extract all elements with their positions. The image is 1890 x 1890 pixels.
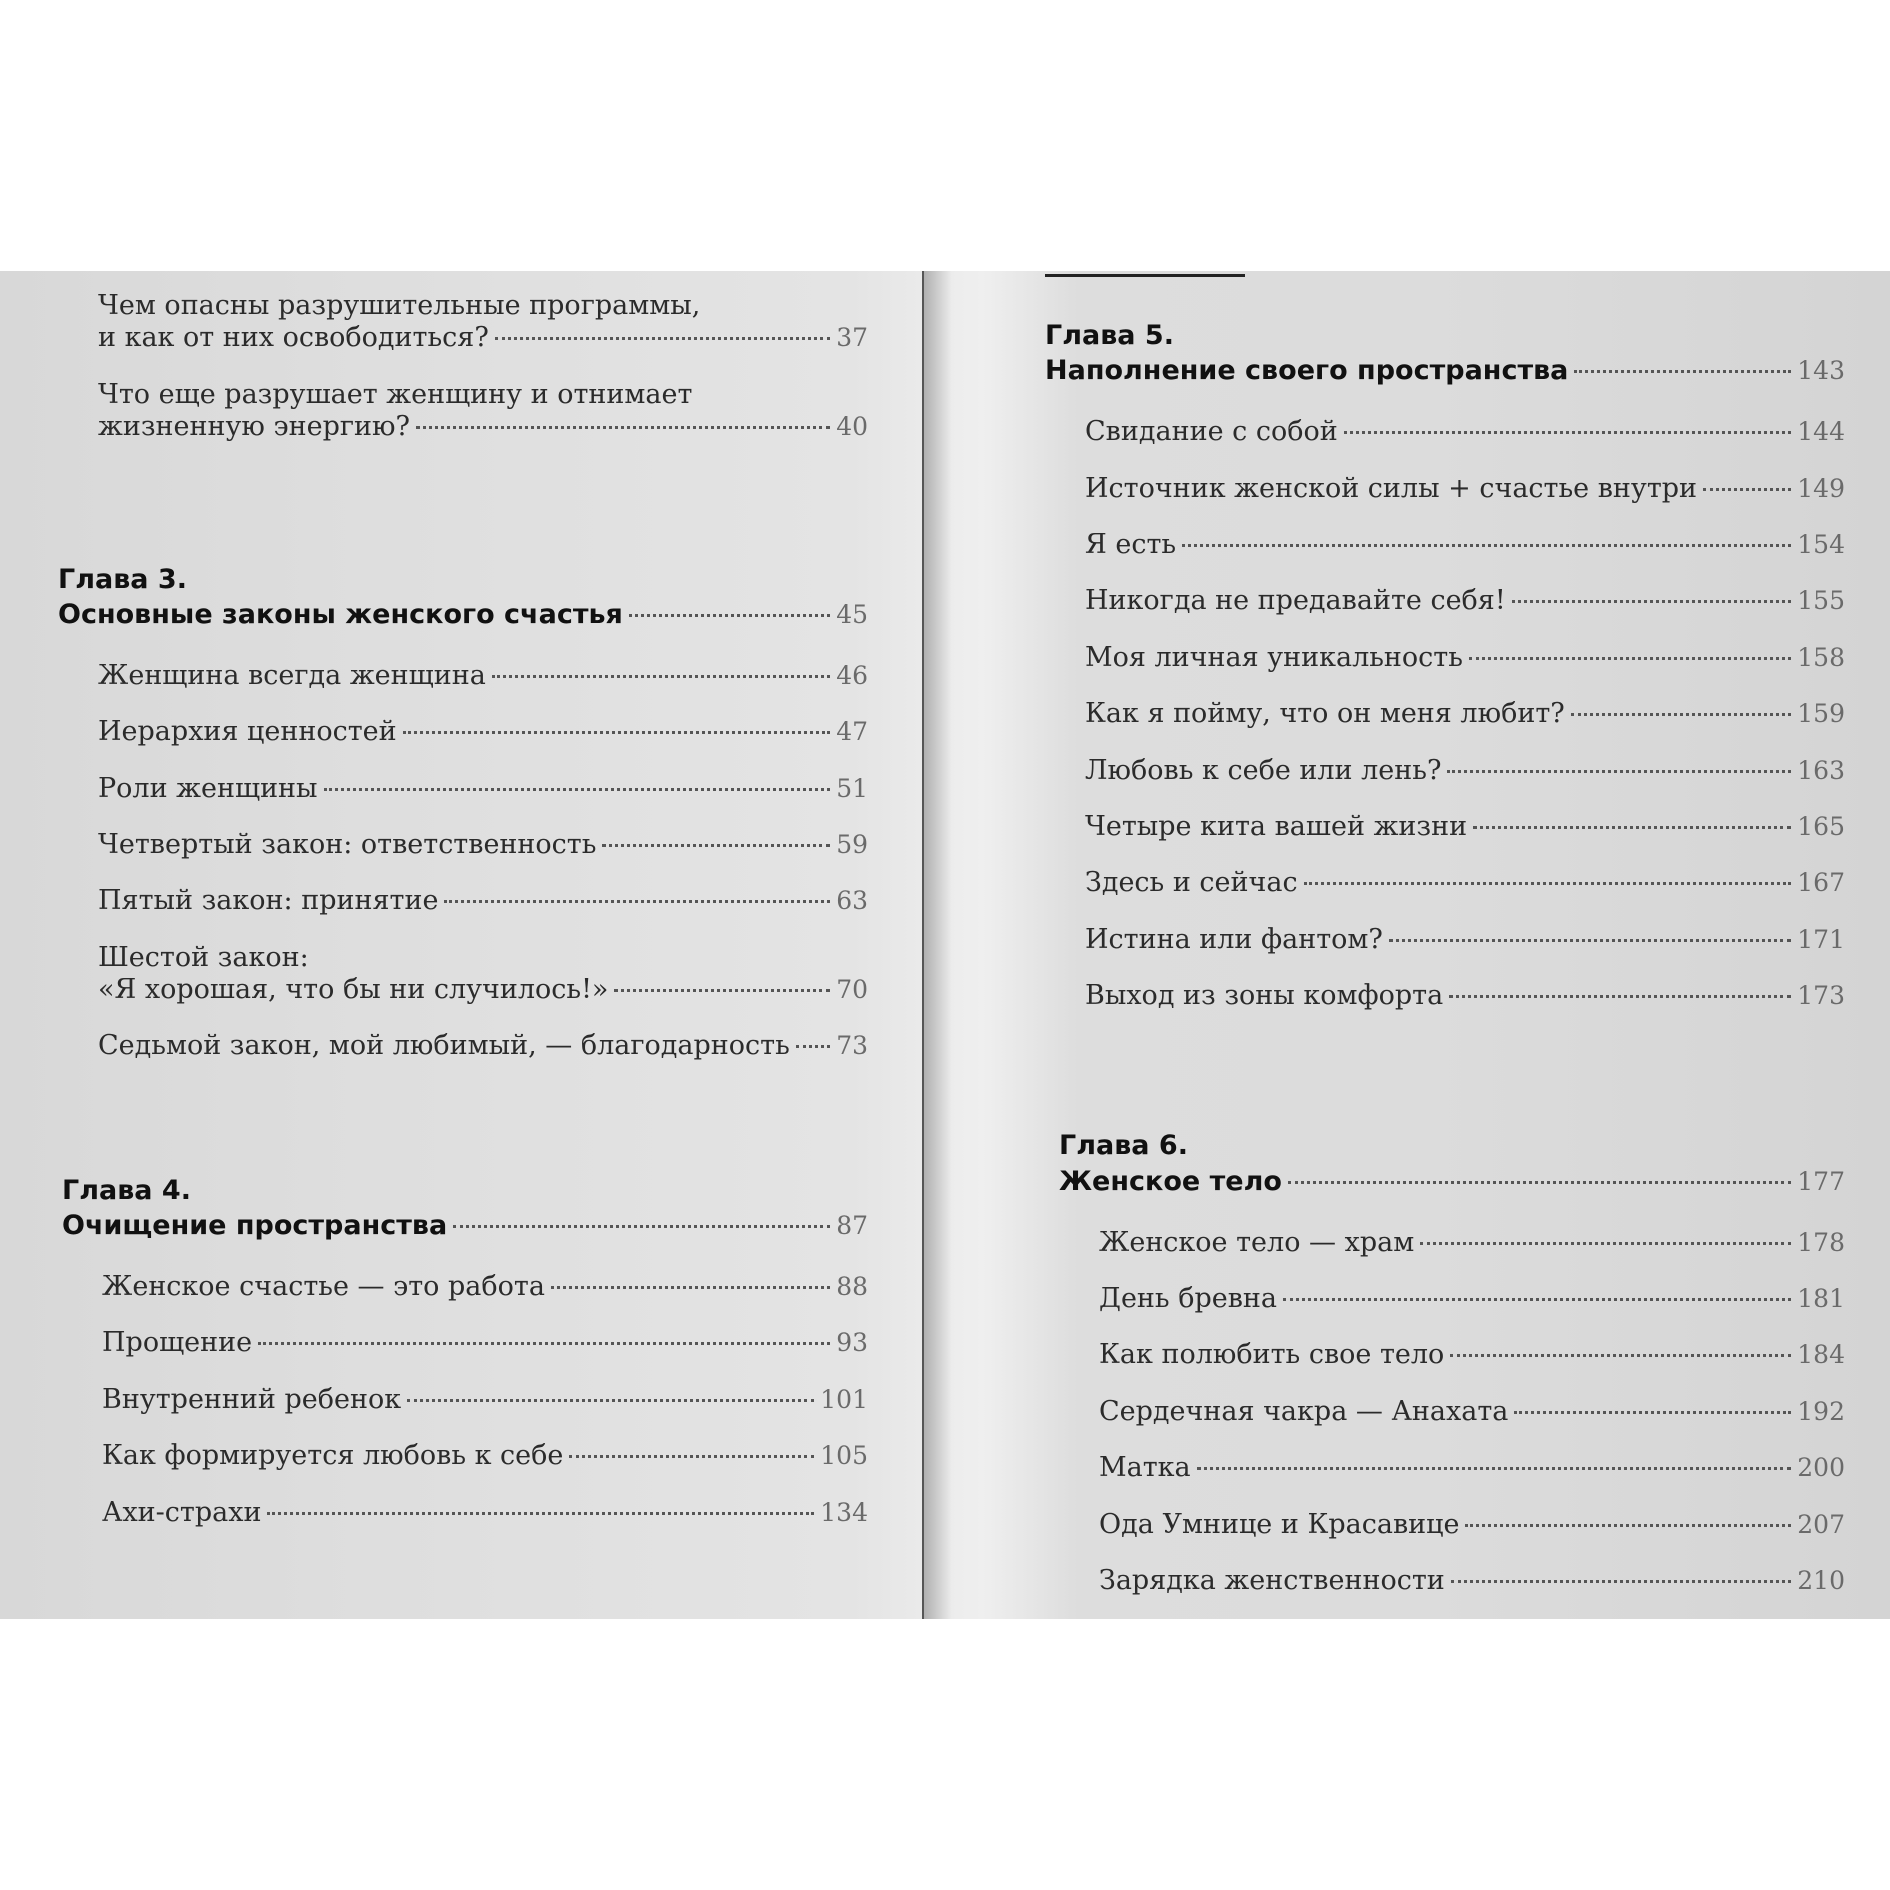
gutter-shadow [924,271,952,1619]
toc-entry [1085,529,1845,561]
toc-entry-title: Выход из зоны комфорта [1085,980,1444,1012]
leader-dots [1703,488,1791,491]
chapter-title: Очищение пространства [62,1209,448,1241]
leader-dots [267,1512,814,1515]
leader-dots [1574,370,1791,373]
page-number: 88 [836,1272,868,1302]
page-number: 165 [1797,811,1845,841]
toc-entry [1085,416,1845,448]
page-number: 40 [836,412,868,442]
page-number: 46 [836,660,868,690]
toc-entry [1085,867,1845,899]
page-number: 144 [1797,417,1845,447]
chapter-label: Глава 6. [1059,1130,1188,1162]
toc-entry [102,1497,868,1529]
toc-entry-title: Иерархия ценностей [98,716,397,748]
toc-entry-title-line1: Что еще разрушает женщину и отнимает [98,378,693,410]
chapter-title: Женское тело [1059,1165,1282,1197]
toc-entry-title-line2: и как от них освободиться? [98,322,489,354]
left-page [58,290,868,1529]
leader-dots [1465,1524,1791,1527]
page-number: 167 [1797,868,1845,898]
toc-entry-title: Женщина всегда женщина [98,659,486,691]
toc-entry-title: Моя личная уникальность [1085,641,1463,673]
page-number: 178 [1797,1227,1845,1257]
toc-entry [98,1030,868,1062]
leader-dots [1389,939,1791,942]
toc-entry [98,716,868,748]
page-number: 87 [836,1210,868,1240]
toc-entry [1099,1565,1845,1597]
leader-dots [602,844,830,847]
toc-entry-title: Прощение [102,1327,253,1359]
toc-entry [102,1271,868,1303]
toc-entry [98,660,868,692]
toc-entry-title-line1: Чем опасны разрушительные программы, [98,290,701,321]
leader-dots [407,1399,814,1402]
leader-dots [416,426,830,429]
chapter-3 [58,562,868,1063]
toc-entry [98,773,868,805]
page-number: 105 [820,1441,868,1471]
toc-entry [58,379,868,444]
toc-entry [102,1440,868,1472]
chapter-label: Глава 3. [58,563,187,595]
leader-dots [1512,600,1792,603]
leader-dots [1450,1354,1791,1357]
page-number: 181 [1797,1284,1845,1314]
toc-entry [1099,1339,1845,1371]
toc-entry [58,290,868,355]
page-number: 134 [820,1497,868,1527]
toc-entry-title: Внутренний ребенок [102,1383,402,1415]
chapter-4 [62,1173,868,1529]
toc-entry-title: Женское тело — храм [1099,1226,1415,1258]
page-number: 101 [820,1384,868,1414]
page-number: 207 [1797,1509,1845,1539]
toc-entry-title-line2: «Я хорошая, что бы ни случилось!» [98,974,609,1006]
toc-entry [1099,1452,1845,1484]
toc-entry-title-line1: Шестой закон: [98,941,309,973]
toc-entry-title: Как я пойму, что он меня любит? [1085,698,1565,730]
toc-entry-title: Любовь к себе или лень? [1085,754,1442,786]
leader-dots [453,1225,830,1228]
toc-entry-title-line2: жизненную энергию? [98,411,411,443]
page-number: 70 [836,975,868,1005]
toc-entry [1085,642,1845,674]
leader-dots [614,989,830,992]
page-number: 51 [836,773,868,803]
toc-entry [1085,924,1845,956]
leader-dots [1344,431,1792,434]
leader-dots [1420,1242,1791,1245]
leader-dots [1283,1298,1791,1301]
page-number: 73 [836,1031,868,1061]
toc-entry [1085,473,1845,505]
toc-entry-title: Роли женщины [98,772,318,804]
toc-entry-title: Я есть [1085,528,1177,560]
top-rule [1045,274,1245,277]
chapter-label: Глава 5. [1045,320,1174,351]
toc-entry-title: Ахи-страхи [102,1496,262,1528]
page-number: 159 [1797,699,1845,729]
leader-dots [1449,995,1791,998]
leader-dots [796,1045,830,1048]
page-number: 143 [1797,356,1845,386]
toc-entry [98,885,868,917]
chapter-label: Глава 4. [62,1174,191,1206]
toc-entry-title: Матка [1099,1452,1191,1484]
toc-entry-title: Свидание с собой [1085,416,1338,448]
leader-dots [1451,1580,1792,1583]
page-number: 45 [836,599,868,629]
toc-entry [102,1327,868,1359]
toc-entry-title: Пятый закон: принятие [98,885,439,917]
toc-entry [1085,755,1845,787]
page-number: 163 [1797,755,1845,785]
leader-dots [1304,882,1792,885]
toc-entry-title: День бревна [1099,1283,1278,1315]
right-page [1045,318,1845,1597]
toc-entry-title: Четыре кита вашей жизни [1085,810,1468,842]
toc-entry [1085,811,1845,843]
page-number: 177 [1797,1166,1845,1196]
toc-entry [1085,698,1845,730]
toc-entry [1099,1509,1845,1541]
page-number: 210 [1797,1566,1845,1596]
chapter-5 [1045,318,1845,1012]
toc-entry-title: Как формируется любовь к себе [102,1440,564,1472]
page-number: 173 [1797,981,1845,1011]
toc-entry [1099,1396,1845,1428]
page-number: 192 [1797,1396,1845,1426]
page-number: 47 [836,717,868,747]
toc-entry-title: Сердечная чакра — Анахата [1099,1395,1509,1427]
leader-dots [403,731,831,734]
leader-dots [1514,1411,1791,1414]
toc-entry [102,1384,868,1416]
leader-dots [1469,657,1791,660]
toc-entry [1099,1227,1845,1259]
toc-entry-title: Зарядка женственности [1099,1565,1445,1597]
page-number: 37 [836,323,868,353]
page-number: 63 [836,886,868,916]
leader-dots [1447,770,1791,773]
page-number: 158 [1797,642,1845,672]
toc-entry [98,829,868,861]
leader-dots [569,1455,814,1458]
toc-entry [1085,585,1845,617]
leader-dots [1288,1181,1791,1184]
page-number: 155 [1797,586,1845,616]
chapter-title: Наполнение своего пространства [1045,355,1569,387]
page-number: 184 [1797,1340,1845,1370]
leader-dots [1473,826,1791,829]
leader-dots [495,337,830,340]
leader-dots [1182,544,1791,547]
toc-entry-title: Ода Умнице и Красавице [1099,1508,1460,1540]
leader-dots [551,1286,830,1289]
page-number: 149 [1797,473,1845,503]
toc-entry [58,942,868,1007]
page-number: 59 [836,829,868,859]
leader-dots [444,900,830,903]
toc-entry [1099,1283,1845,1315]
chapter-title: Основные законы женского счастья [58,598,623,630]
toc-entry-title: Истина или фантом? [1085,923,1383,955]
leader-dots [492,675,830,678]
toc-entry-title: Четвертый закон: ответственность [98,828,597,860]
toc-entry-title: Здесь и сейчас [1085,867,1298,899]
toc-entry [1085,980,1845,1012]
page-number: 171 [1797,924,1845,954]
toc-entry-title: Женское счастье — это работа [102,1271,545,1303]
leader-dots [1197,1467,1792,1470]
toc-entry-title: Как полюбить свое тело [1099,1339,1445,1371]
chapter-6 [1059,1128,1845,1597]
leader-dots [629,614,830,617]
leader-dots [1571,713,1792,716]
page-number: 154 [1797,529,1845,559]
page-number: 200 [1797,1453,1845,1483]
toc-entry-title: Источник женской силы + счастье внутри [1085,472,1698,504]
page-number: 93 [836,1328,868,1358]
leader-dots [258,1342,830,1345]
leader-dots [324,788,831,791]
toc-entry-title: Никогда не предавайте себя! [1085,585,1506,617]
toc-entry-title: Седьмой закон, мой любимый, — благодарность [98,1030,790,1062]
